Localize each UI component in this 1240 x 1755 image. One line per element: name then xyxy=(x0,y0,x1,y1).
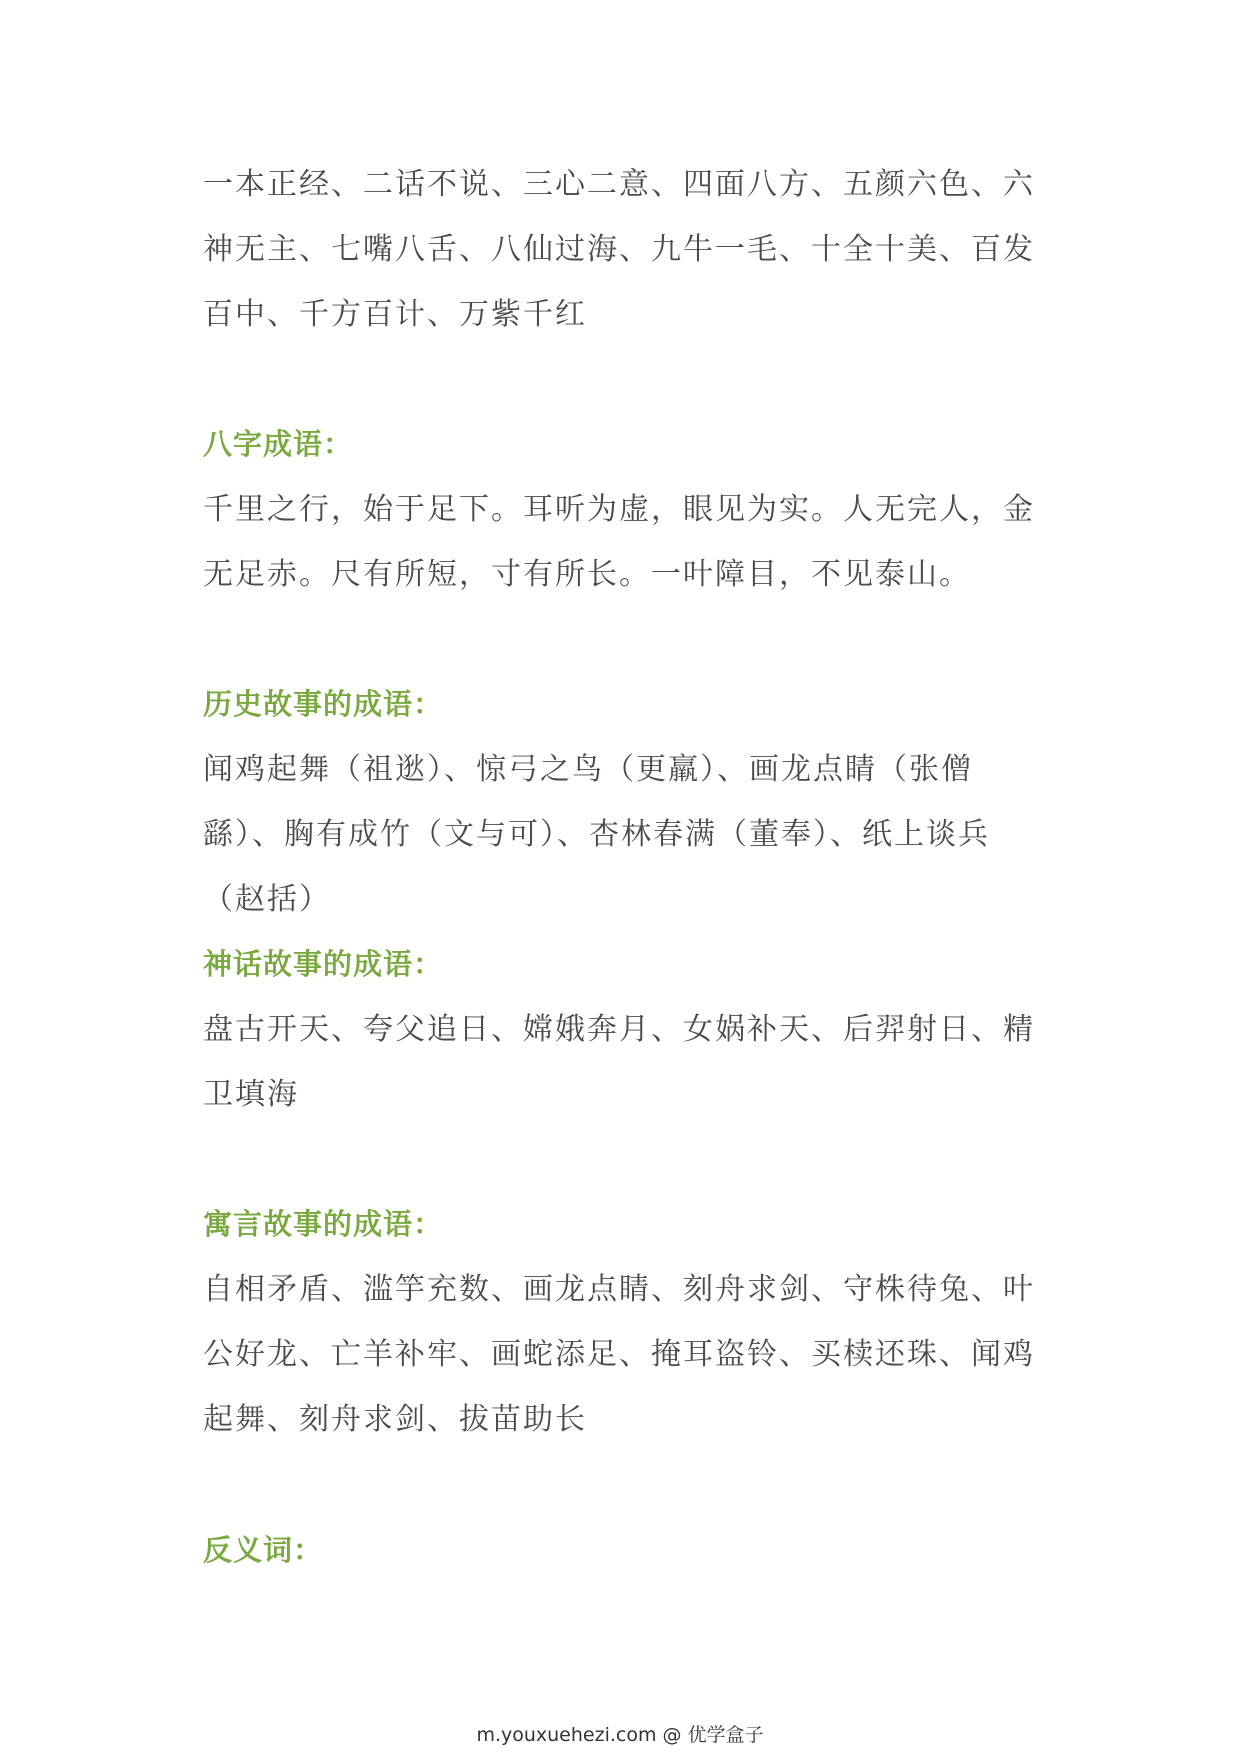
eight-char-idioms-heading-block xyxy=(203,424,1043,464)
antonyms-heading: 反义词： xyxy=(203,1533,324,1567)
myth-idioms-text: 盘古开天、夸父追日、嫦娥奔月、女娲补天、后羿射日、精卫填海 xyxy=(203,1012,1035,1112)
fable-idioms-heading-block xyxy=(203,1204,1043,1244)
eight-char-idioms-section xyxy=(203,477,1043,607)
myth-idioms-section xyxy=(203,997,1043,1127)
eight-char-idioms-heading: 八字成语： xyxy=(203,427,354,461)
myth-idioms-heading-block xyxy=(203,944,1043,984)
eight-char-idioms-text: 千里之行，始于足下。耳听为虚，眼见为实。人无完人，金无足赤。尺有所短，寸有所长。一叶障目，不见泰山。 xyxy=(203,492,1035,592)
myth-idioms-heading: 神话故事的成语： xyxy=(203,947,444,981)
numeric-idioms-text: 一本正经、二话不说、三心二意、四面八方、五颜六色、六神无主、七嘴八舌、八仙过海、九牛一毛、十全十美、百发百中、千方百计、万紫千红 xyxy=(203,167,1035,332)
antonyms-heading-block xyxy=(203,1530,1043,1570)
history-idioms-section xyxy=(203,737,1043,932)
fable-idioms-text: 自相矛盾、滥竽充数、画龙点睛、刻舟求剑、守株待兔、叶公好龙、亡羊补牢、画蛇添足、掩耳盗铃、买椟还珠、闻鸡起舞、刻舟求剑、拔苗助长 xyxy=(203,1272,1035,1437)
history-idioms-heading: 历史故事的成语： xyxy=(203,687,444,721)
history-idioms-text: 闻鸡起舞（祖逖）、惊弓之鸟（更羸）、画龙点睛（张僧繇）、胸有成竹（文与可）、杏林春满（董奉）、纸上谈兵（赵括） xyxy=(203,752,990,917)
fable-idioms-section xyxy=(203,1257,1043,1452)
fable-idioms-heading: 寓言故事的成语： xyxy=(203,1207,444,1241)
numeric-idioms-section xyxy=(203,152,1043,347)
site-watermark: m.youxuehezi.com @ 优学盒子 xyxy=(476,1724,764,1746)
history-idioms-heading-block xyxy=(203,684,1043,724)
